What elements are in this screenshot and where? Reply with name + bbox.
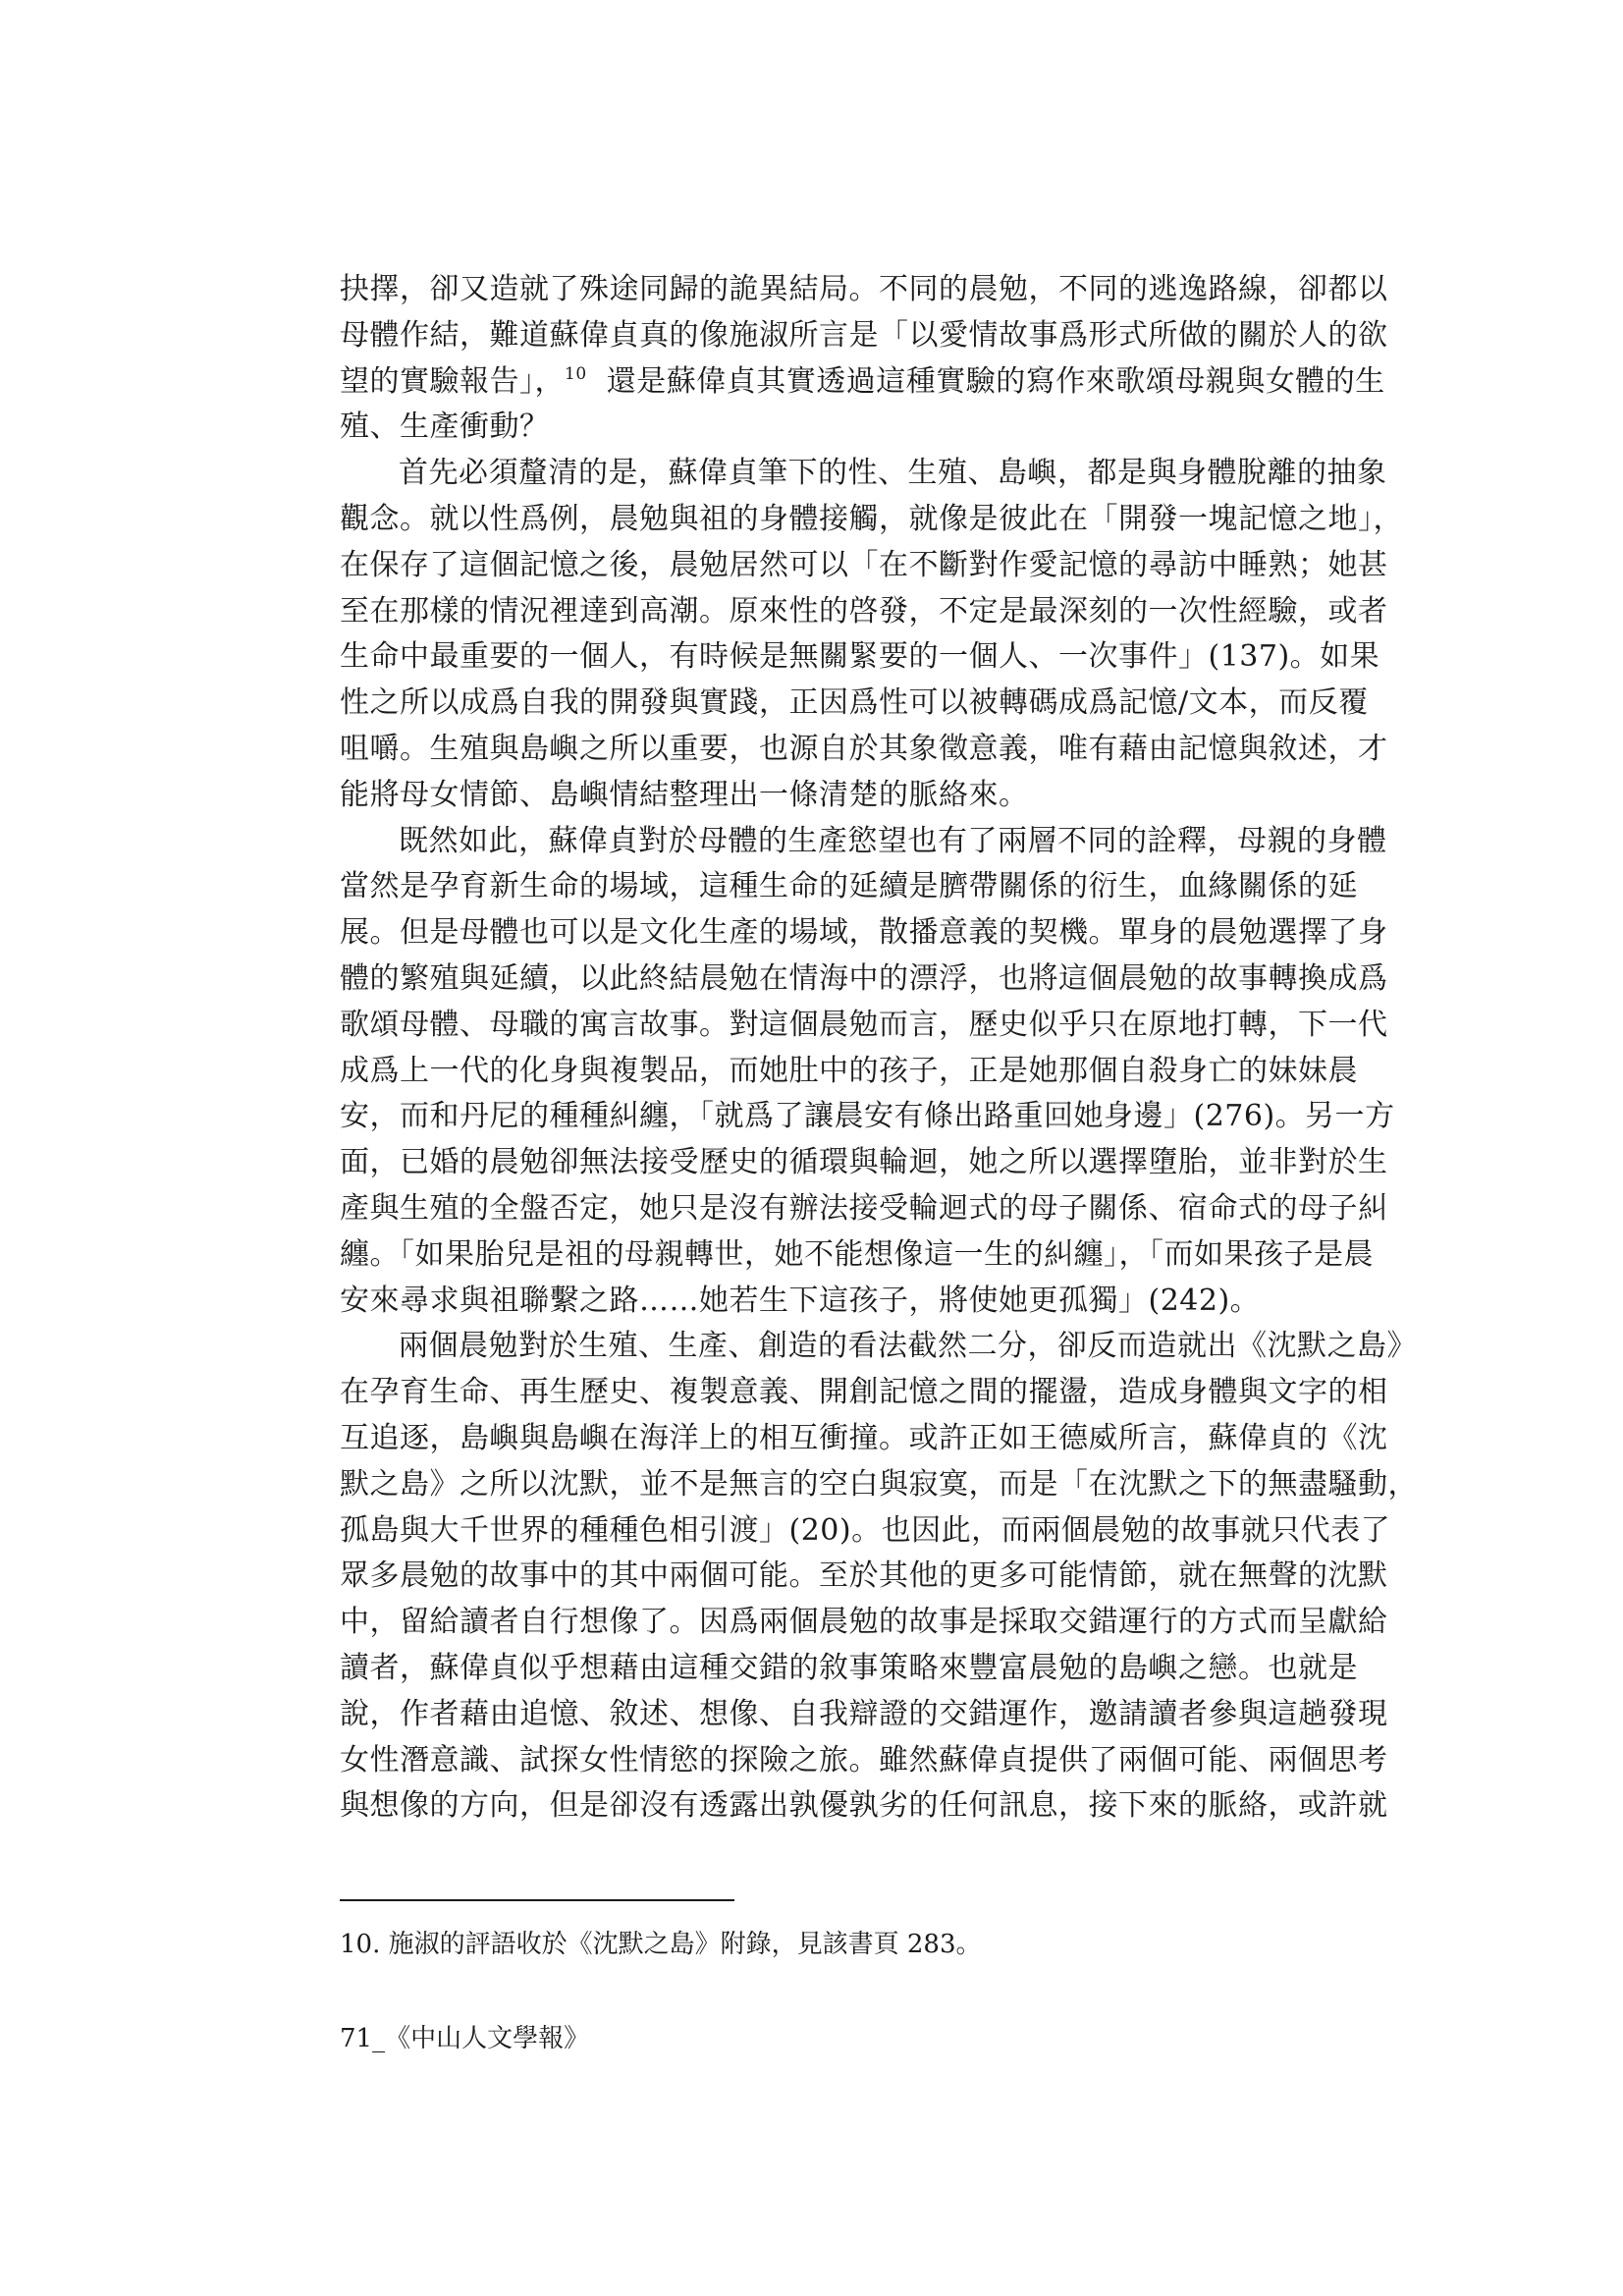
body-line: 殖、生產衝動？ xyxy=(340,410,550,445)
footnote-reference[interactable]: 10 xyxy=(565,363,587,384)
paragraph-first-line: 首先必須釐清的是，蘇偉貞筆下的性、生殖、島嶼，都是與身體脫離的抽象 xyxy=(399,456,1387,491)
body-line: 互追逐，島嶼與島嶼在海洋上的相互衝撞。或許正如王德威所言，蘇偉貞的《沈 xyxy=(340,1420,1388,1455)
body-line: 展。但是母體也可以是文化生產的場域，散播意義的契機。單身的晨勉選擇了身 xyxy=(340,915,1388,951)
body-line: 在孕育生命、再生歷史、複製意義、開創記憶之間的擺盪，造成身體與文字的相 xyxy=(340,1375,1388,1410)
footnote-divider xyxy=(340,1899,734,1901)
body-line: 讀者，蘇偉貞似乎想藉由這種交錯的敘事策略來豐富晨勉的島嶼之戀。也就是 xyxy=(340,1650,1358,1685)
body-text xyxy=(340,267,1418,1830)
body-line: 觀念。就以性爲例，晨勉與祖的身體接觸，就像是彼此在「開發一塊記憶之地」， xyxy=(340,501,1403,536)
body-line: 歌頌母體、母職的寓言故事。對這個晨勉而言，歷史似乎只在原地打轉，下一代 xyxy=(340,1007,1388,1042)
body-line: 在保存了這個記憶之後，晨勉居然可以「在不斷對作愛記憶的尋訪中睡熟；她甚 xyxy=(340,547,1388,582)
body-line: 孤島與大千世界的種種色相引渡」(20)。也因此，而兩個晨勉的故事就只代表了 xyxy=(340,1512,1391,1548)
body-line: 產與生殖的全盤否定，她只是沒有辦法接受輪迴式的母子關係、宿命式的母子糾 xyxy=(340,1190,1388,1226)
body-line: 母體作結，難道蘇偉貞真的像施淑所言是「以愛情故事爲形式所做的關於人的欲 xyxy=(340,317,1388,353)
page-footer: 71_《中山人文學報》 xyxy=(340,2024,590,2053)
body-line: 成爲上一代的化身與複製品，而她肚中的孩子，正是她那個自殺身亡的妹妹晨 xyxy=(340,1053,1358,1088)
paragraph-first-line: 既然如此，蘇偉貞對於母體的生產慾望也有了兩層不同的詮釋，母親的身體 xyxy=(399,823,1387,858)
body-line: 與想像的方向，但是卻沒有透露出孰優孰劣的任何訊息，接下來的脈絡，或許就 xyxy=(340,1788,1388,1824)
body-line: 抉擇，卻又造就了殊途同歸的詭異結局。不同的晨勉，不同的逃逸路線，卻都以 xyxy=(340,272,1388,306)
body-line-part: 望的實驗報告」， xyxy=(340,363,565,399)
body-line: 默之島》之所以沈默，並不是無言的空白與寂寞，而是「在沈默之下的無盡騷動， xyxy=(340,1466,1418,1502)
body-line: 女性潛意識、試探女性情慾的探險之旅。雖然蘇偉貞提供了兩個可能、兩個思考 xyxy=(340,1742,1388,1777)
body-line: 能將母女情節、島嶼情結整理出一條清楚的脈絡來。 xyxy=(340,777,1029,812)
body-line: 性之所以成爲自我的開發與實踐，正因爲性可以被轉碼成爲記憶/文本，而反覆 xyxy=(340,685,1369,721)
body-line: 安來尋求與祖聯繫之路……她若生下這孩子，將使她更孤獨」(242)。 xyxy=(340,1283,1261,1318)
body-line: 中，留給讀者自行想像了。因爲兩個晨勉的故事是採取交錯運行的方式而呈獻給 xyxy=(340,1605,1388,1640)
footnote: 10. 施淑的評語收於《沈默之島》附錄，見該書頁 283。 xyxy=(340,1930,982,1959)
body-line: 面，已婚的晨勉卻無法接受歷史的循環與輪迴，她之所以選擇墮胎，並非對於生 xyxy=(340,1145,1388,1180)
body-line-part: 還是蘇偉貞其實透過這種實驗的寫作來歌頌母親與女體的生 xyxy=(606,363,1385,399)
body-line: 說，作者藉由追憶、敘述、想像、自我辯證的交錯運作，邀請讀者參與這趟發現 xyxy=(340,1696,1388,1731)
body-line: 纏。「如果胎兒是祖的母親轉世，她不能想像這一生的糾纏」，「而如果孩子是晨 xyxy=(340,1236,1374,1272)
body-line xyxy=(340,359,1385,406)
body-line: 體的繁殖與延續，以此終結晨勉在情海中的漂浮，也將這個晨勉的故事轉換成爲 xyxy=(340,960,1388,996)
paragraph-first-line: 兩個晨勉對於生殖、生產、創造的看法截然二分，卻反而造就出《沈默之島》 xyxy=(399,1329,1417,1364)
body-line: 至在那樣的情況裡達到高潮。原來性的啓發，不定是最深刻的一次性經驗，或者 xyxy=(340,593,1388,629)
body-line: 當然是孕育新生命的場域，這種生命的延續是臍帶關係的衍生，血緣關係的延 xyxy=(340,869,1358,904)
body-line: 咀嚼。生殖與島嶼之所以重要，也源自於其象徵意義，唯有藉由記憶與敘述，才 xyxy=(340,731,1388,766)
body-line: 安，而和丹尼的種種糾纏，「就爲了讓晨安有條出路重回她身邊」(276)。另一方 xyxy=(340,1099,1395,1134)
body-line: 生命中最重要的一個人，有時候是無關緊要的一個人、一次事件」(137)。如果 xyxy=(340,639,1380,675)
body-line: 眾多晨勉的故事中的其中兩個可能。至於其他的更多可能情節，就在無聲的沈默 xyxy=(340,1558,1388,1594)
